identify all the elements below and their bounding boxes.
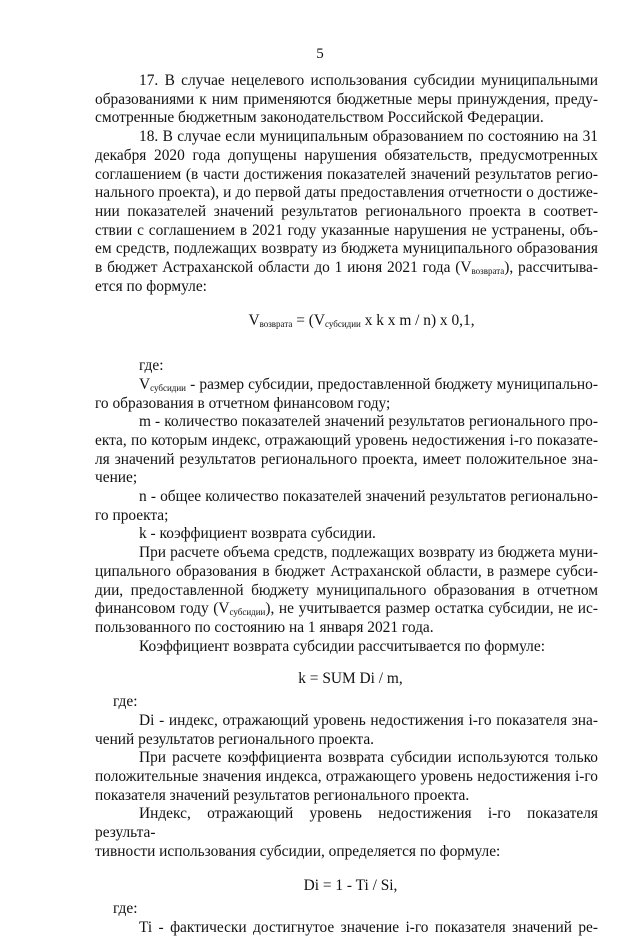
definition-ti: Ti - фактически достигнутое значение i-го показателя значений ре-	[139, 918, 598, 936]
text-line: Индекс, отражающий уровень недостижения i-го показателя результа-	[95, 805, 598, 842]
text-fragment: ), не учитывается размер остатка субсидии, не ис-	[265, 600, 598, 618]
formula-symbol: V	[139, 375, 151, 393]
definition-v-subsidy	[95, 376, 598, 413]
text-line: 17. В случае нецелевого использования субсидии муниципальными	[139, 72, 598, 89]
text-line: чений результатов регионального проекта.	[95, 730, 374, 748]
where-label: где:	[113, 693, 138, 711]
text-line: ципального образования в бюджет Астраханской области, в размере субси-	[95, 562, 598, 580]
formula-symbol: V	[248, 312, 260, 330]
text-fragment: - размер субсидии, предоставленной бюджету муниципально-	[185, 375, 598, 393]
text-fragment: ), рассчитыва-	[504, 259, 598, 277]
formula-index: Di = 1 - Ti / Si,	[303, 877, 398, 895]
text-line: образованиями к ним применяются бюджетные меры принуждения, преду-	[95, 90, 598, 108]
formula-part: х k х m / n) х 0,1,	[360, 312, 475, 330]
text-line: смотренные бюджетным законодательством Российской Федерации.	[95, 109, 544, 127]
text-line	[95, 600, 598, 619]
text-line: соглашением (в части достижения показателей значений результатов регио-	[95, 165, 598, 183]
definition-m	[95, 413, 598, 488]
paragraph-positive-values	[95, 749, 598, 805]
definition-n	[95, 488, 598, 525]
text-line: 18. В случае если муниципальным образованием по состоянию на 31	[139, 128, 598, 146]
subscript: субсидии	[324, 319, 361, 330]
text-line: Di - индекс, отражающий уровень недостижения i-го показателя зна-	[139, 711, 598, 729]
text-line: ствии с соглашением в 2021 году указанные нарушения не устранены, объ-	[95, 221, 598, 239]
coefficient-intro: Коэффициент возврата субсидии рассчитывается по формуле:	[139, 637, 545, 655]
text-line: ем средств, подлежащих возврату из бюджета муниципального образования	[95, 240, 598, 258]
text-line: декабря 2020 года допущены нарушения обязательств, предусмотренных	[95, 146, 598, 164]
text-line: пользованного по состоянию на 1 января 2021 года.	[95, 618, 434, 636]
text-line: показателя значений результатов регионального проекта.	[95, 786, 470, 804]
subscript: возврата	[259, 319, 293, 330]
text-line: го проекта;	[95, 506, 169, 524]
text-line: При расчете коэффициента возврата субсидии используются только	[139, 749, 598, 767]
paragraph-18	[95, 128, 598, 296]
formula-coefficient: k = SUM Di / m,	[298, 670, 403, 688]
text-line: При расчете объема средств, подлежащих возврату из бюджета муни-	[139, 544, 598, 562]
text-line: екта, по которым индекс, отражающий уровень недостижения i-го показате-	[95, 431, 598, 449]
text-line: n - общее количество показателей значений результатов регионально-	[139, 488, 598, 506]
text-line: ется по формуле:	[95, 277, 207, 295]
text-line: го образования в отчетном финансовом году;	[95, 394, 391, 412]
text-line: m - количество показателей значений результатов регионального про-	[139, 413, 598, 431]
text-line: положительные значения индекса, отражающего уровень недостижения i-го	[95, 767, 598, 785]
text-line: дии, предоставленной бюджету муниципального образования в отчетном	[95, 581, 598, 599]
page-number: 5	[316, 46, 324, 62]
text-line	[95, 376, 598, 395]
text-line: нального проекта), и до первой даты предоставления отчетности о достиже-	[95, 184, 598, 202]
where-label: где:	[113, 900, 138, 918]
subscript: субсидии	[150, 382, 186, 393]
text-line: нии показателей значений результатов регионального проекта в соответ-	[95, 202, 598, 220]
text-line	[95, 259, 598, 278]
document-body	[95, 72, 598, 938]
definition-k: k - коэффициент возврата субсидии.	[139, 525, 376, 543]
text-fragment: в бюджет Астраханской области до 1 июня 2021 года (V	[95, 259, 472, 277]
formula-return-volume	[95, 312, 598, 331]
paragraph-17	[95, 72, 598, 128]
paragraph-index	[95, 805, 598, 861]
subscript: субсидии	[229, 607, 266, 618]
subscript: возврата	[471, 266, 505, 277]
definition-di	[95, 712, 598, 749]
text-line: ля значений результатов регионального проекта, имеет положительное зна-	[95, 450, 598, 468]
text-fragment: финансовом году (V	[95, 600, 230, 618]
text-line: чение;	[95, 469, 138, 487]
where-label: где:	[139, 357, 164, 375]
text-line: тивности использования субсидии, определяется по формуле:	[95, 842, 501, 860]
paragraph-calculation	[95, 544, 598, 638]
formula-part: = (V	[292, 312, 325, 330]
